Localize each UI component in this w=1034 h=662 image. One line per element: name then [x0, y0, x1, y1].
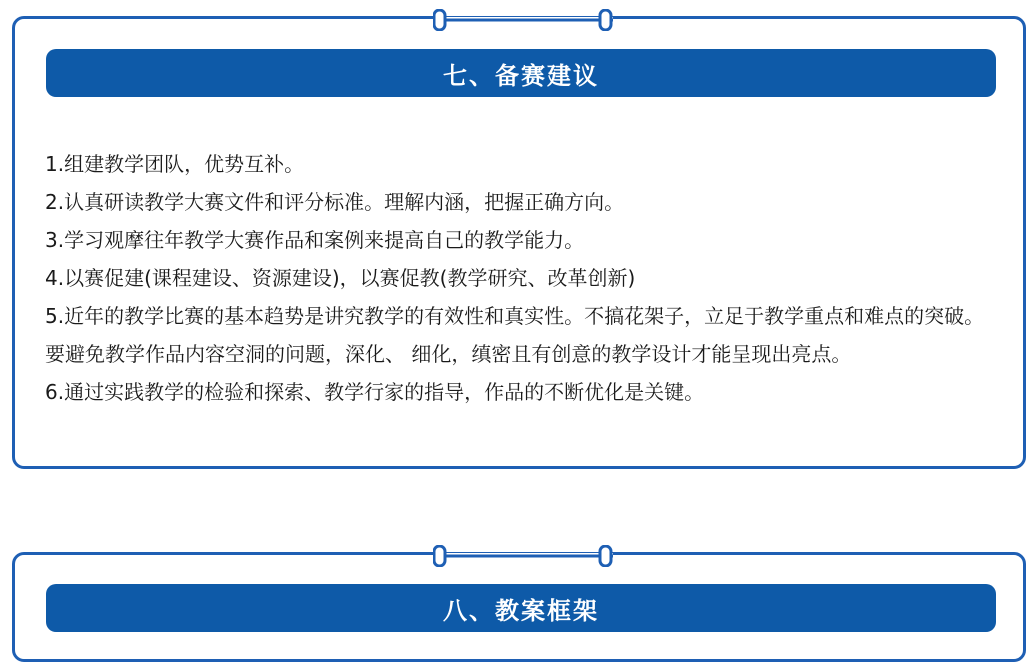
connector-decoration [433, 9, 613, 31]
section-content [45, 145, 1000, 411]
connector-decoration [433, 545, 613, 567]
list-item: 1.组建教学团队，优势互补。 [45, 152, 305, 176]
section-title-banner [46, 584, 996, 632]
list-item: 6.通过实践教学的检验和探索、教学行家的指导，作品的不断优化是关键。 [45, 380, 705, 404]
section-title-banner [46, 49, 996, 97]
section-title: 八、教案框架 [443, 596, 599, 625]
section-card-8 [12, 552, 1026, 662]
list-item: 4.以赛促建(课程建设、资源建设)，以赛促教(教学研究、改革创新) [45, 266, 636, 290]
section-title: 七、备赛建议 [443, 61, 599, 90]
section-card-7 [12, 16, 1026, 469]
list-item: 5.近年的教学比赛的基本趋势是讲究教学的有效性和真实性。不搞花架子，立足于教学重点和难点的突破。要避免教学作品内容空洞的问题，深化、 细化，缜密且有创意的教学设计才能呈现出亮点。 [45, 304, 985, 366]
list-item: 2.认真研读教学大赛文件和评分标准。理解内涵，把握正确方向。 [45, 190, 625, 214]
list-item: 3.学习观摩往年教学大赛作品和案例来提高自己的教学能力。 [45, 228, 585, 252]
